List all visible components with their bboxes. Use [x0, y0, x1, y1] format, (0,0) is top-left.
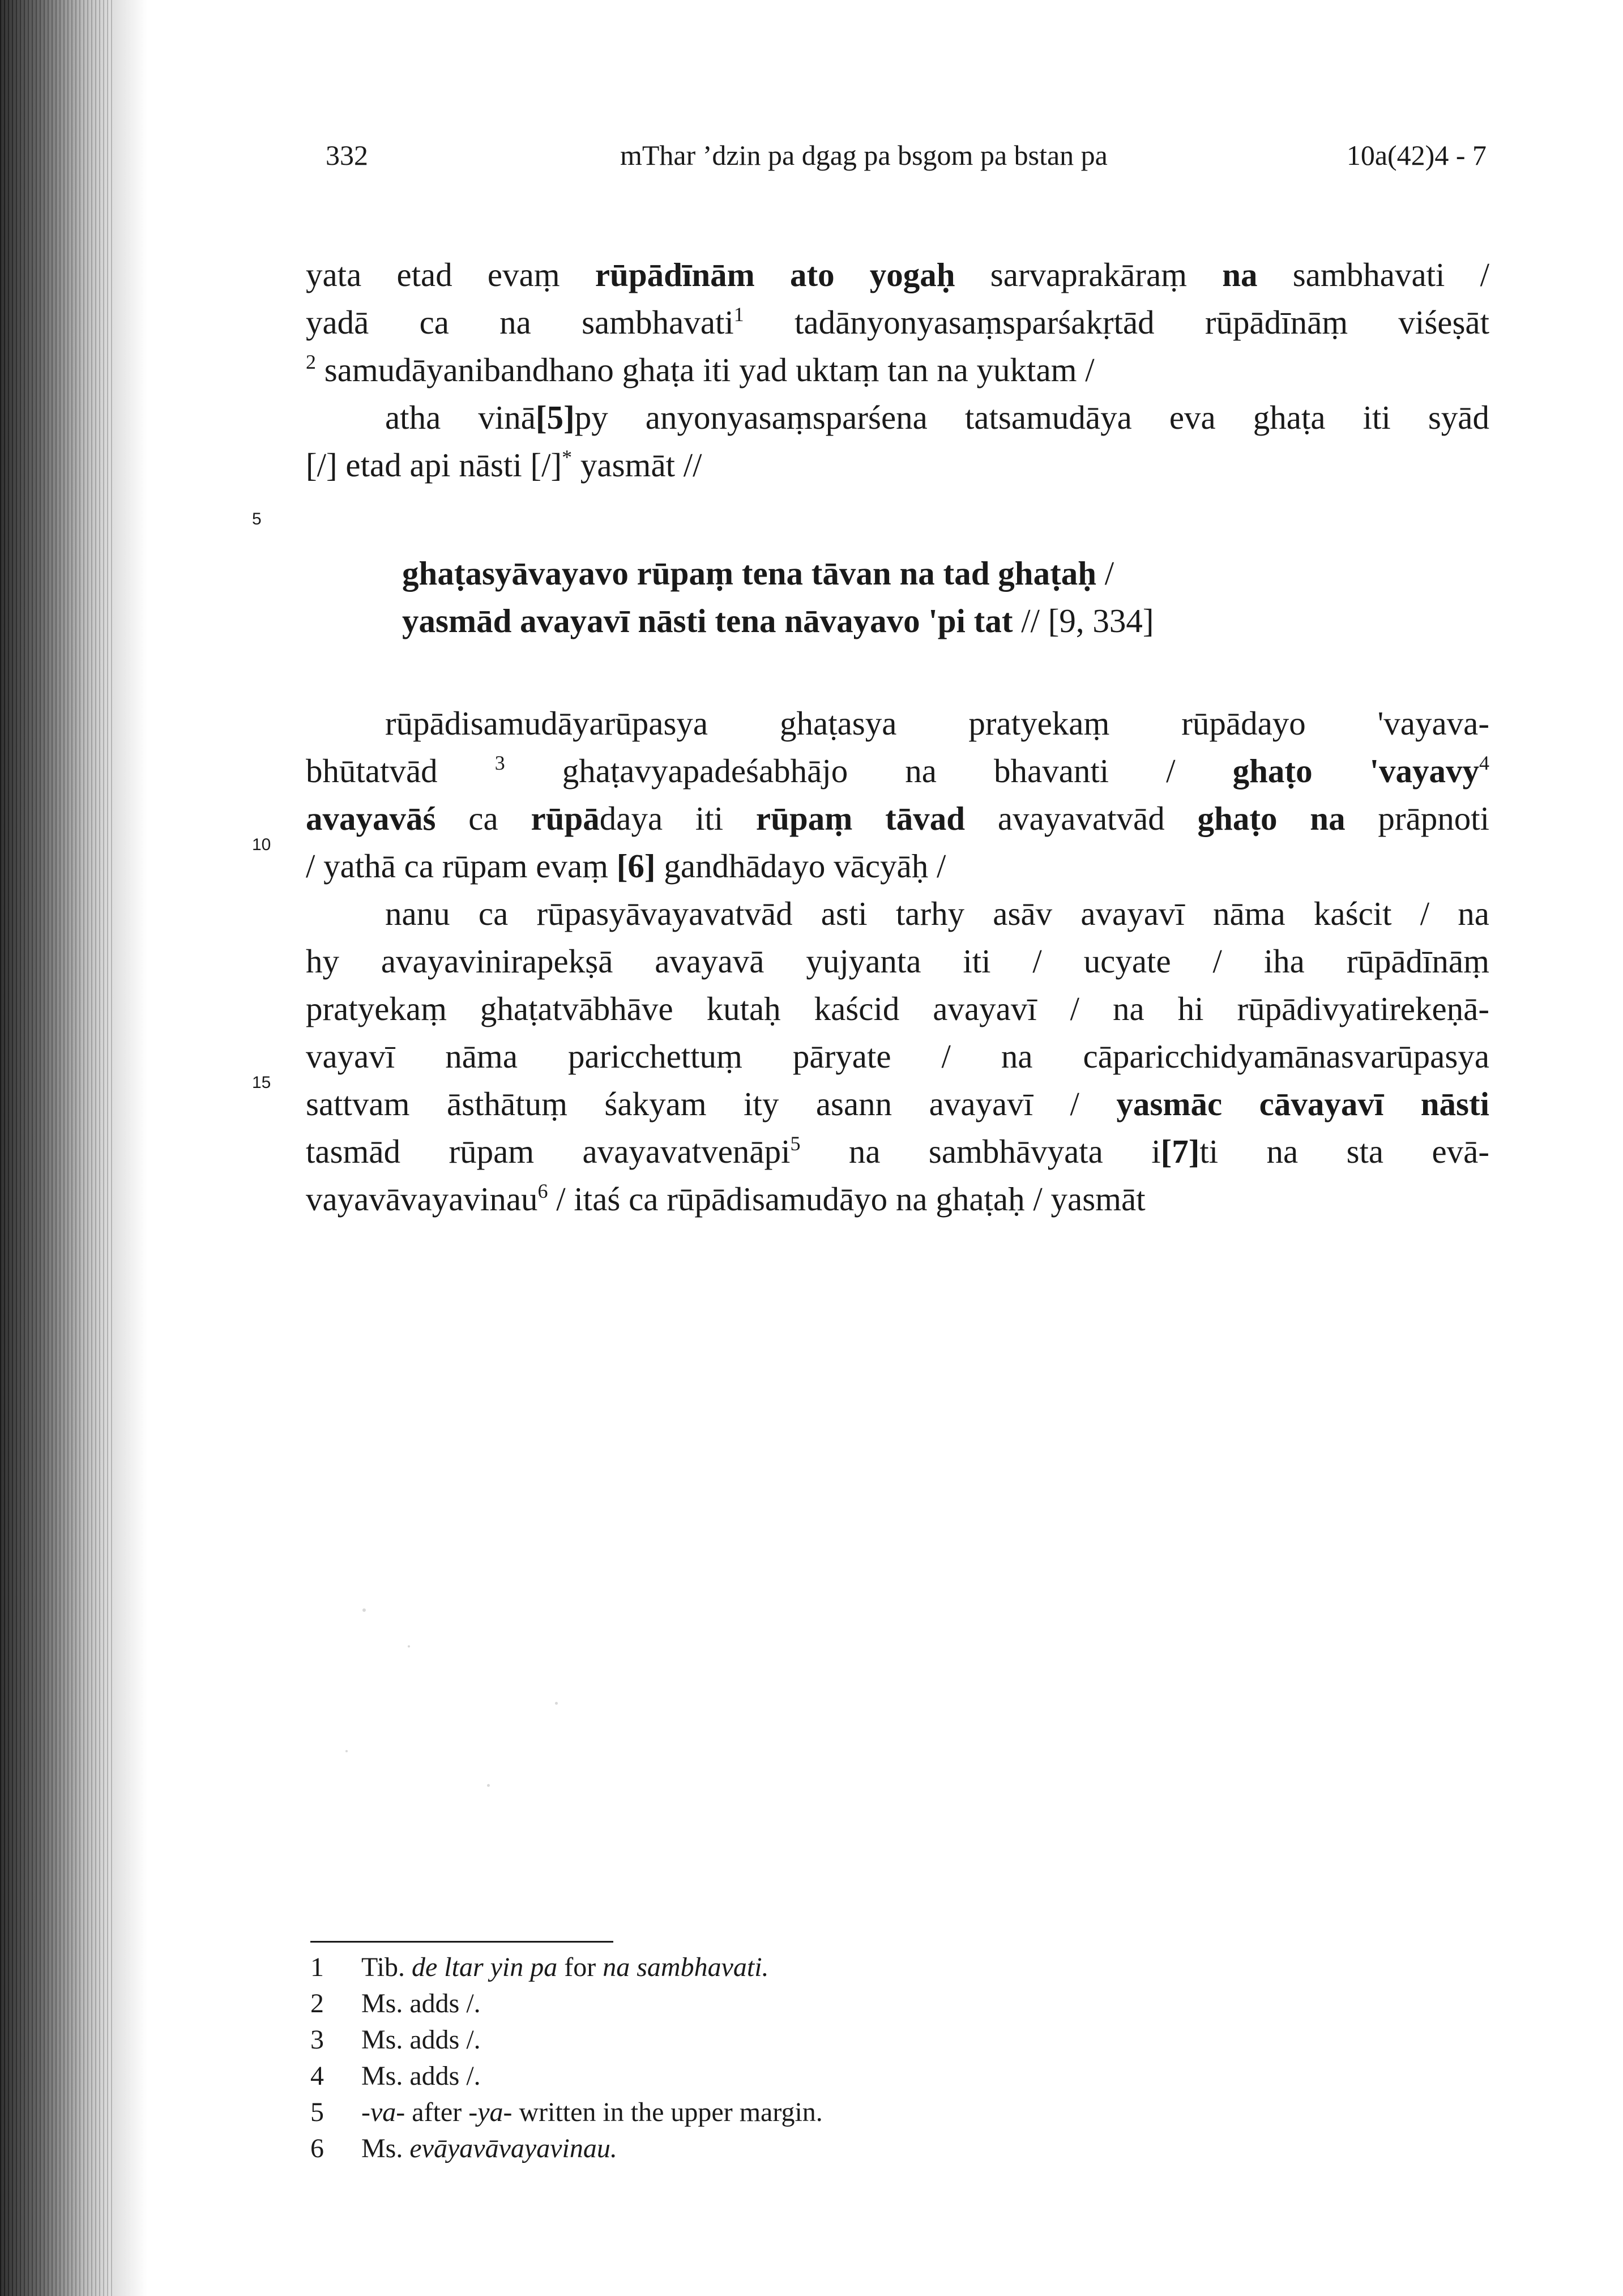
footnote-ref: 4: [1479, 752, 1489, 774]
text-line: tasmād rūpam avayavatvenāpi$^5$ na sambhāvyata i[7]ti na sta evā-: [306, 1132, 1489, 1170]
scan-speck: [345, 1750, 348, 1752]
book-gutter-page-edges: [0, 0, 113, 2296]
main-text-block-1: [306, 251, 1489, 489]
line-number: 10: [252, 835, 271, 854]
footnote-separator: [310, 1941, 613, 1943]
footnote-item: 3 Ms. adds /.: [310, 2025, 481, 2055]
text-line: vayavī nāma paricchettuṃ pāryate / na cāparicchidyamānasvarūpasya: [306, 1038, 1489, 1075]
text-line: / yathā ca rūpam evaṃ [6] gandhādayo vācyāḥ /: [306, 847, 946, 885]
text-line: nanu ca rūpasyāvayavatvād asti tarhy asāv avayavī nāma kaścit / na: [385, 895, 1489, 932]
text-line: atha vinā[5]py anyonyasaṃsparśena tatsamudāya eva ghaṭa iti syād: [385, 399, 1489, 436]
scan-speck: [487, 1784, 490, 1787]
verse-line: yasmād avayavī nāsti tena nāvayavo 'pi tat // [9, 334]: [402, 602, 1154, 639]
footnote-ref: 3: [494, 752, 505, 774]
running-header: [326, 139, 1487, 184]
footnote-item: 5 -va- after -ya- written in the upper margin.: [310, 2097, 823, 2127]
footnote-ref: 6: [537, 1180, 548, 1202]
text-line: hy avayavinirapekṣā avayavā yujyanta iti / ucyate / iha rūpādīnāṃ: [306, 942, 1489, 980]
text-line: sattvam āsthātuṃ śakyam ity asann avayavī / yasmāc cāvayavī nāsti: [306, 1085, 1489, 1123]
verse-block: [402, 549, 1154, 645]
line-number: 5: [252, 510, 262, 528]
footnote-item: 4 Ms. adds /.: [310, 2061, 481, 2091]
scan-speck: [362, 1608, 366, 1612]
text-line: yata etad evaṃ rūpādīnām ato yogaḥ sarvaprakāraṃ na sambhavati /: [306, 256, 1489, 293]
text-line: [/] etad api nāsti [/]* yasmāt //: [306, 446, 702, 484]
text-line: vayavāvayavinau$^6$ / itaś ca rūpādisamudāyo na ghaṭaḥ / yasmāt: [306, 1180, 1146, 1218]
footnote-item: 6 Ms. evāyavāvayavinau.: [310, 2133, 617, 2163]
text-line: rūpādisamudāyarūpasya ghaṭasya pratyekaṃ rūpādayo 'vayava-: [385, 705, 1489, 742]
scan-speck: [408, 1645, 410, 1648]
footnote-item: 1 Tib. de ltar yin pa for na sambhavati.: [310, 1952, 769, 1982]
verse-line: ghaṭasyāvayavo rūpaṃ tena tāvan na tad ghaṭaḥ /: [402, 554, 1114, 592]
text-line: bhūtatvād $^3$ ghaṭavyapadeśabhājo na bhavanti / ghaṭo 'vayavy$^4$: [306, 752, 1489, 789]
footnote-ref: *: [562, 446, 573, 468]
text-line: avayavāś ca rūpādaya iti rūpaṃ tāvad avayavatvād ghaṭo na prāpnoti: [306, 800, 1489, 837]
main-text-block-2: [306, 699, 1489, 1223]
footnote-item: 2 Ms. adds /.: [310, 1988, 481, 2018]
footnote-ref: 2: [306, 351, 316, 373]
text-line: yadā ca na sambhavati$^1$ tadānyonyasaṃsparśakṛtād rūpādīnāṃ viśeṣāt: [306, 303, 1489, 341]
footnote-ref: 1: [733, 303, 744, 326]
running-title: mThar ’dzin pa dgag pa bsgom pa bstan pa: [620, 139, 1108, 171]
scan-speck: [555, 1702, 558, 1705]
folio-reference: 10a(42)4 - 7: [1346, 139, 1487, 171]
line-number: 15: [252, 1073, 271, 1092]
footnotes: [310, 1949, 823, 2167]
text-line: $^2$ samudāyanibandhano ghaṭa iti yad uktaṃ tan na yuktam /: [306, 351, 1095, 389]
footnote-ref: 5: [790, 1132, 801, 1155]
page-number: 332: [326, 139, 368, 171]
text-line: pratyekaṃ ghaṭatvābhāve kutaḥ kaścid avayavī / na hi rūpādivyatirekeṇā-: [306, 990, 1489, 1027]
